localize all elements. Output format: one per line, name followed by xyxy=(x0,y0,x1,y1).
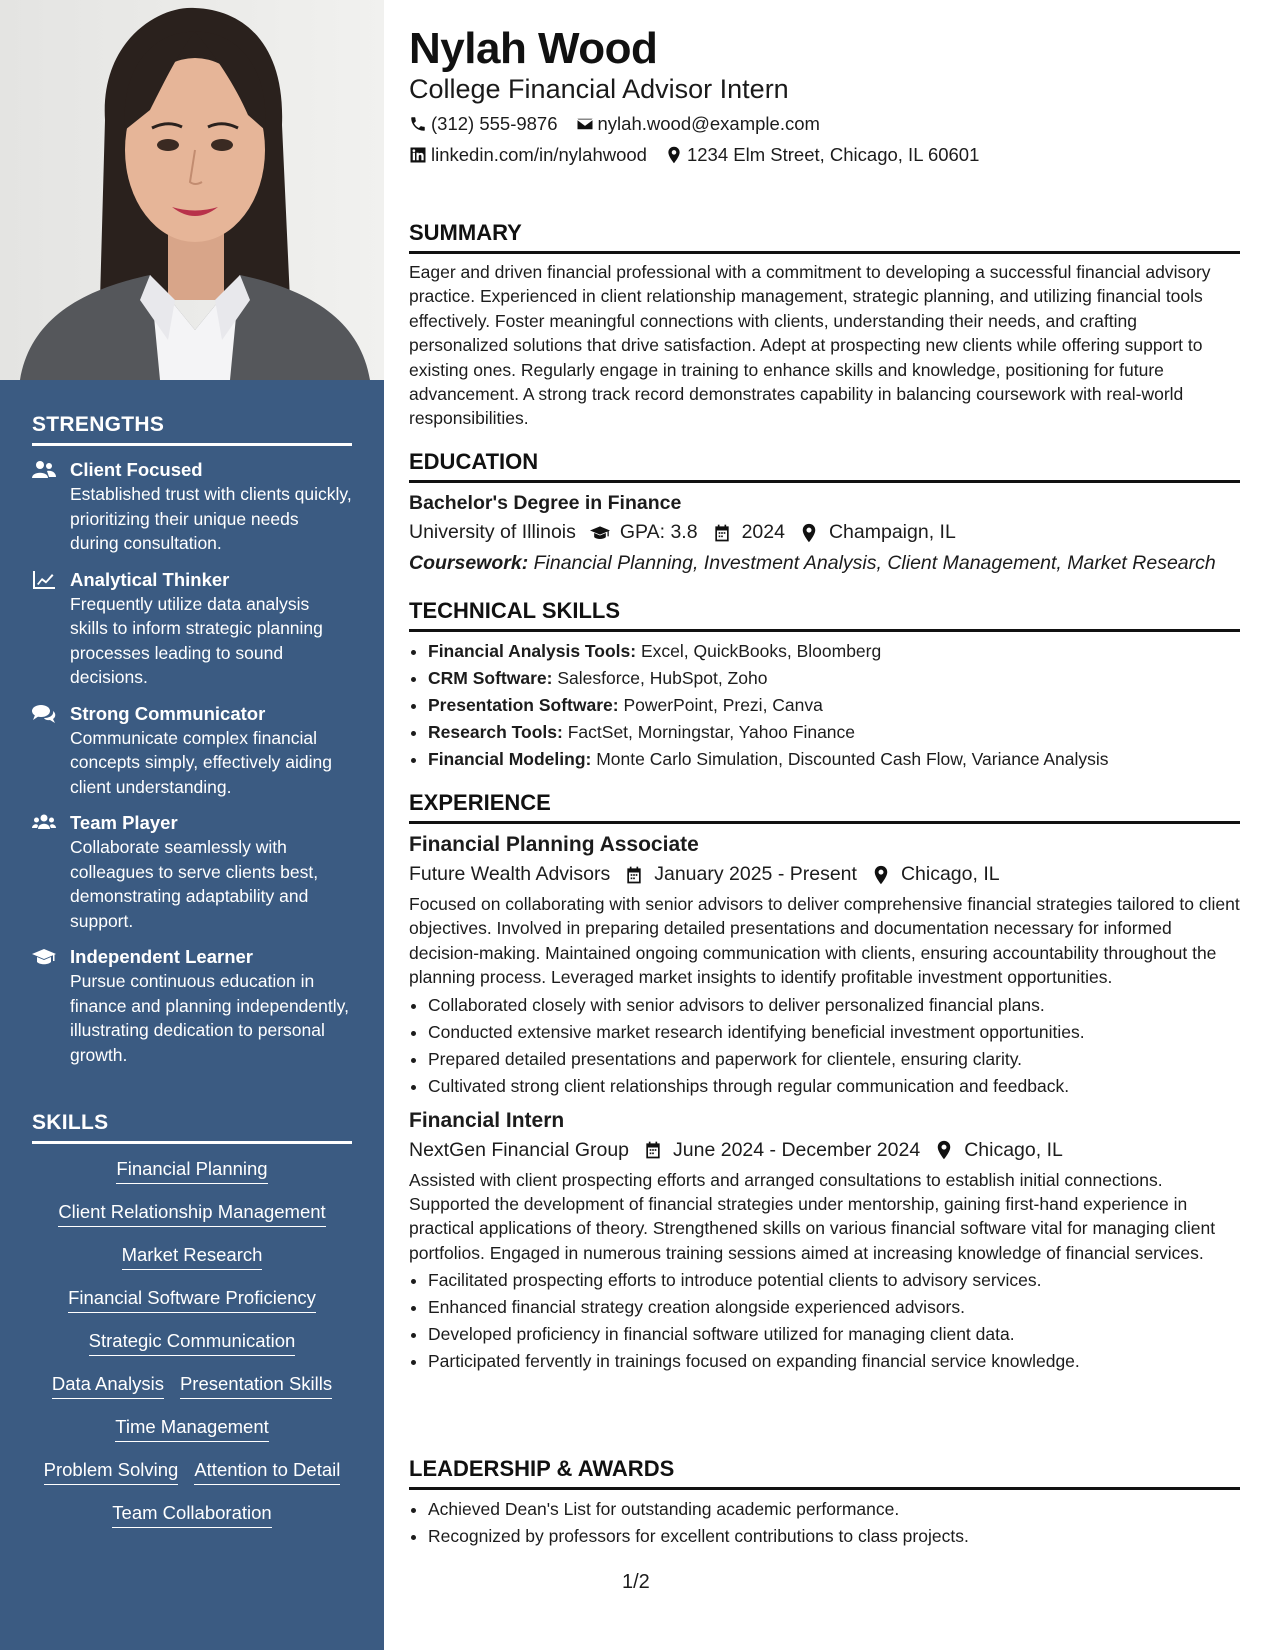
map-marker-icon xyxy=(934,1140,954,1160)
graduation-cap-icon xyxy=(32,945,70,1067)
job-meta xyxy=(409,1139,1240,1162)
strengths-heading: STRENGTHS xyxy=(32,413,352,446)
list-item: • Conducted extensive market research identifying beneficial investment opportunities. xyxy=(428,1019,1240,1046)
map-marker-icon xyxy=(799,523,819,543)
company-name: Future Wealth Advisors xyxy=(409,863,611,885)
job-entry xyxy=(409,1109,1240,1376)
list-item: • Developed proficiency in financial software utilized for managing client data. xyxy=(428,1321,1240,1348)
skill-tag: Strategic Communication xyxy=(89,1330,296,1356)
envelope-icon xyxy=(576,115,594,133)
phone-icon xyxy=(409,115,427,133)
skill-tag: Market Research xyxy=(122,1244,263,1270)
strength-title: Client Focused xyxy=(70,459,203,480)
list-item: • Presentation Software: PowerPoint, Prezi, Canva xyxy=(428,692,1240,719)
skill-tag: Team Collaboration xyxy=(112,1502,271,1528)
school-location: Champaign, IL xyxy=(828,521,956,543)
strength-item xyxy=(32,945,352,1067)
leadership-heading: LEADERSHIP & AWARDS xyxy=(409,1456,1240,1490)
summary-section xyxy=(409,220,1240,431)
users-icon xyxy=(32,458,70,556)
list-item: • Recognized by professors for excellent contributions to class projects. xyxy=(428,1523,1240,1550)
job-entry xyxy=(409,833,1240,1100)
strength-title: Strong Communicator xyxy=(70,702,266,724)
list-item: • Research Tools: FactSet, Morningstar, Yahoo Finance xyxy=(428,719,1240,746)
candidate-name: Nylah Wood xyxy=(409,24,658,73)
strength-item xyxy=(32,458,352,556)
leadership-section xyxy=(409,1456,1240,1550)
skill-tag: Client Relationship Management xyxy=(58,1201,325,1227)
job-summary: Assisted with client prospecting efforts and arranged consultations to establish initial connections. Supported the development of financial strategies under mentorship, gaining first-hand experience in practical applications of theory. Strengthened skills on various financial software vital for managing client portfolios. Engaged in numerous training sessions aimed at increasing knowledge of financial services. xyxy=(409,1169,1216,1263)
summary-heading: SUMMARY xyxy=(409,220,1240,254)
list-item: • Facilitated prospecting efforts to introduce potential clients to advisory services. xyxy=(428,1267,1240,1294)
skill-tag: Data Analysis xyxy=(52,1373,164,1399)
list-item: • Prepared detailed presentations and paperwork for clientele, ensuring clarity. xyxy=(428,1046,1240,1073)
strength-title: Analytical Thinker xyxy=(70,568,230,590)
company-name: NextGen Financial Group xyxy=(409,1138,630,1161)
list-item: • Collaborated closely with senior advisors to deliver personalized financial plans. xyxy=(428,992,1240,1019)
team-icon xyxy=(32,811,70,933)
job-bullets xyxy=(409,1267,1240,1375)
calendar-icon xyxy=(643,1140,663,1160)
job-title: Financial Intern xyxy=(409,1108,565,1132)
education-meta xyxy=(409,521,1240,544)
skills-section xyxy=(32,1111,352,1545)
map-marker-icon xyxy=(665,146,683,164)
technical-skills-heading: TECHNICAL SKILLS xyxy=(409,598,1240,632)
list-item: • CRM Software: Salesforce, HubSpot, Zoho xyxy=(428,665,1240,692)
strengths-section xyxy=(32,413,352,1067)
skills-heading: SKILLS xyxy=(32,1111,352,1144)
strength-desc: Pursue continuous education in finance and planning independently, illustrating dedication to personal growth. xyxy=(70,971,349,1065)
strength-item xyxy=(32,702,352,800)
technical-skills-section xyxy=(409,598,1240,773)
profile-photo xyxy=(0,0,384,380)
coursework xyxy=(409,552,1240,575)
strength-desc: Communicate complex financial concepts simply, effectively aiding client understanding. xyxy=(70,727,332,797)
strength-title: Team Player xyxy=(70,812,178,833)
skill-tag: Presentation Skills xyxy=(180,1373,332,1399)
job-location: Chicago, IL xyxy=(964,1138,1063,1161)
skill-tag: Problem Solving xyxy=(44,1459,179,1485)
linkedin-icon xyxy=(409,146,427,164)
address-contact xyxy=(665,144,979,166)
email-contact xyxy=(576,113,820,135)
strength-item xyxy=(32,568,352,690)
technical-skills-list xyxy=(409,638,1240,773)
summary-text: Eager and driven financial professional with a commitment to developing a successful financial advisory practice. Experienced in client relationship management, strategic planning, and utilizing financial tools effectively. Foster meaningful connections with clients, understanding their needs, and crafting personalized solutions that drive satisfaction. Adept at prospecting new clients while offering support to existing ones. Regularly engage in training to enhance skills and knowledge, positioning for future advancement. A strong track record demonstrates capability in balancing coursework with real-world responsibilities. xyxy=(409,262,1211,429)
comments-icon xyxy=(32,702,70,800)
address-text: 1234 Elm Street, Chicago, IL 60601 xyxy=(686,144,980,165)
list-item: • Participated fervently in trainings focused on expanding financial service knowledge. xyxy=(428,1348,1240,1375)
strength-desc: Collaborate seamlessly with colleagues to serve clients best, demonstrating adaptability and support. xyxy=(70,837,319,931)
skills-list xyxy=(32,1158,352,1528)
list-item: • Achieved Dean's List for outstanding academic performance. xyxy=(428,1496,1240,1523)
list-item: • Cultivated strong client relationships through regular communication and feedback. xyxy=(428,1073,1240,1100)
linkedin-contact xyxy=(409,144,647,166)
email-link[interactable]: nylah.wood@example.com xyxy=(597,113,820,134)
chart-line-icon xyxy=(32,568,70,690)
skill-tag: Attention to Detail xyxy=(194,1459,340,1485)
skill-tag: Time Management xyxy=(115,1416,269,1442)
school-name: University of Illinois xyxy=(409,521,576,543)
education-heading: EDUCATION xyxy=(409,449,1240,483)
experience-section xyxy=(409,790,1240,1375)
strength-desc: Established trust with clients quickly, prioritizing their unique needs during consultation. xyxy=(70,484,352,553)
skill-tag: Financial Software Proficiency xyxy=(68,1287,316,1313)
strength-title: Independent Learner xyxy=(70,946,253,967)
list-item: • Financial Modeling: Monte Carlo Simulation, Discounted Cash Flow, Variance Analysis xyxy=(428,746,1240,773)
job-meta xyxy=(409,863,1240,886)
graduation-year: 2024 xyxy=(741,521,785,543)
job-location: Chicago, IL xyxy=(900,863,1000,885)
map-marker-icon xyxy=(871,865,891,885)
strength-item xyxy=(32,811,352,933)
coursework-list: Financial Planning, Investment Analysis, Client Management, Market Research xyxy=(533,552,1216,574)
degree-title: Bachelor's Degree in Finance xyxy=(409,492,682,514)
education-section xyxy=(409,449,1240,575)
experience-heading: EXPERIENCE xyxy=(409,790,1240,824)
job-bullets xyxy=(409,992,1240,1100)
graduation-cap-icon xyxy=(590,523,610,543)
skill-tag: Financial Planning xyxy=(116,1158,267,1184)
candidate-title: College Financial Advisor Intern xyxy=(409,74,789,104)
calendar-icon xyxy=(712,523,732,543)
list-item: • Financial Analysis Tools: Excel, QuickBooks, Bloomberg xyxy=(428,638,1240,665)
job-dates: January 2025 - Present xyxy=(654,863,857,885)
coursework-label: Coursework: xyxy=(409,552,529,574)
phone-text[interactable]: (312) 555-9876 xyxy=(431,113,558,134)
calendar-icon xyxy=(624,865,644,885)
job-dates: June 2024 - December 2024 xyxy=(673,1138,921,1161)
leadership-list xyxy=(409,1496,1240,1550)
linkedin-link[interactable]: linkedin.com/in/nylahwood xyxy=(431,144,647,165)
contact-row xyxy=(409,113,838,135)
phone-contact xyxy=(409,113,558,135)
sidebar xyxy=(0,0,384,1650)
page-number: 1/2 xyxy=(622,1571,650,1593)
strength-desc: Frequently utilize data analysis skills to inform strategic planning processes leading to sound decisions. xyxy=(70,593,323,687)
gpa-text: GPA: 3.8 xyxy=(619,521,698,543)
contact-row xyxy=(409,144,997,166)
job-title: Financial Planning Associate xyxy=(409,833,699,856)
list-item: • Enhanced financial strategy creation alongside experienced advisors. xyxy=(428,1294,1240,1321)
job-summary: Focused on collaborating with senior advisors to deliver comprehensive financial strategies tailored to client objectives. Involved in preparing detailed presentations and documentation necessary for informed decision-making. Maintained ongoing communication with clients, ensuring accountability throughout the planning process. Leveraged market insights to identify profitable investment opportunities. xyxy=(409,894,1240,988)
